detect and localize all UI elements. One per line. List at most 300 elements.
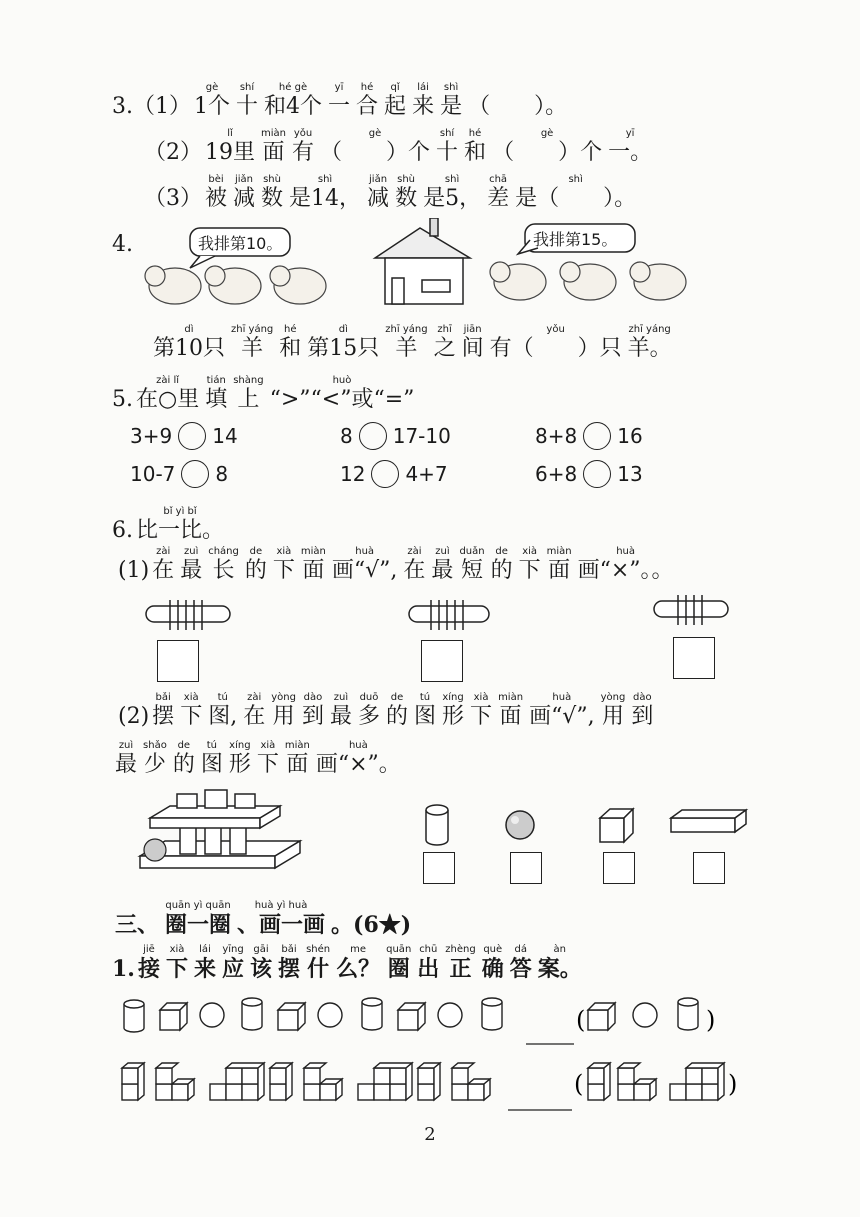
pinyin: shù: [263, 174, 281, 185]
pinyin: tú: [419, 692, 431, 703]
hanzi: 下: [470, 704, 493, 729]
hanzi: 的: [386, 704, 409, 729]
pinyin: yòng: [271, 692, 296, 703]
hanzi: 出: [417, 956, 440, 982]
hanzi: 。(6★): [331, 912, 412, 938]
hanzi: 减: [367, 186, 390, 211]
hanzi: 案。: [537, 956, 582, 982]
ruby-word: [194, 82, 230, 119]
hanzi: 数: [261, 186, 284, 211]
pinyin: zài lǐ: [156, 375, 180, 386]
hanzi: 圈: [387, 956, 410, 982]
ruby-word: [245, 546, 267, 583]
hanzi: 面: [286, 752, 309, 777]
ruby-word: [515, 174, 636, 211]
pinyin: xíng: [442, 692, 464, 703]
ruby-word: [233, 174, 255, 211]
hanzi: 1个: [194, 94, 230, 119]
ruby-word: [289, 174, 361, 211]
hanzi: 用: [272, 704, 295, 729]
hanzi: 下: [165, 956, 188, 982]
hanzi: 被: [205, 186, 228, 211]
hanzi: “>”“<”或“=”: [269, 387, 415, 412]
spring-rod-2: [405, 596, 495, 636]
hanzi: （ ）。: [468, 94, 568, 119]
hanzi: 起: [384, 94, 407, 119]
ruby-word: [395, 174, 417, 211]
hanzi: 和4个: [264, 94, 323, 119]
spring-rod-3: [650, 591, 735, 631]
hanzi: 是（ ）。: [515, 186, 637, 211]
ruby-word: [436, 128, 458, 165]
hanzi: 形: [228, 752, 251, 777]
hanzi: 下: [272, 558, 295, 583]
hanzi: 羊。: [627, 336, 672, 361]
ruby-word: [153, 324, 225, 361]
ruby-word: [442, 692, 464, 729]
pinyin: lái: [417, 82, 429, 93]
pinyin: zuì: [435, 546, 450, 557]
hanzi: 最: [180, 558, 203, 583]
hanzi: 是5，: [423, 186, 482, 211]
answer-box[interactable]: [510, 852, 542, 884]
hanzi: 间: [461, 336, 484, 361]
pinyin: huà yì huà: [254, 900, 308, 911]
pinyin: hé: [360, 82, 374, 93]
ruby-word: [279, 324, 301, 361]
answer-box[interactable]: [423, 852, 455, 884]
hanzi: 十: [436, 140, 459, 165]
ruby-word: [180, 546, 202, 583]
sphere-icon: [503, 808, 537, 842]
ruby-word: [136, 506, 224, 543]
q5-line: [112, 375, 417, 412]
ruby-word: [261, 128, 286, 165]
hanzi: 画“√”,: [529, 704, 595, 729]
ruby-word: [491, 546, 513, 583]
ruby-word: [459, 546, 484, 583]
hanzi: 正: [449, 956, 472, 982]
ruby-word: [445, 944, 475, 981]
pinyin: de: [177, 740, 191, 751]
hanzi: 差: [487, 186, 510, 211]
ruby-word: [356, 82, 378, 119]
ruby-word: [490, 324, 622, 361]
answer-box[interactable]: [693, 852, 725, 884]
ruby-word: [143, 740, 167, 777]
hanzi: 画“×”。。: [577, 558, 674, 583]
ruby-word: [330, 692, 352, 729]
ruby-word: [320, 128, 430, 165]
pinyin: jiān: [463, 324, 482, 335]
pinyin: zhī: [437, 324, 452, 335]
ruby-word: [414, 692, 436, 729]
hanzi: 和: [464, 140, 487, 165]
compare-2: 8 17-10: [340, 424, 451, 448]
hanzi: 图: [200, 752, 223, 777]
ruby-word: [278, 944, 300, 981]
text: 6.: [112, 518, 133, 543]
ruby-word: [578, 546, 674, 583]
ruby-word: [301, 546, 326, 583]
cuboid-icon: [668, 806, 750, 836]
ruby-word: [270, 375, 415, 412]
ruby-word: [316, 740, 401, 777]
ruby-word: [180, 692, 202, 729]
hanzi: 图: [414, 704, 437, 729]
ruby-word: [237, 900, 325, 937]
hanzi: 合: [356, 94, 379, 119]
pinyin: de: [495, 546, 508, 557]
section-3-title: [112, 900, 414, 937]
compare-circle[interactable]: [178, 422, 206, 450]
pinyin: quān yì quān: [165, 900, 231, 911]
ruby-word: [292, 128, 314, 165]
pinyin: shǎo: [143, 740, 167, 751]
pinyin: tián: [206, 375, 226, 386]
ruby-word: [205, 128, 255, 165]
ruby-word: [208, 546, 239, 583]
pinyin: zài: [156, 546, 171, 557]
hanzi: 羊: [241, 336, 264, 361]
ruby-word: [386, 692, 408, 729]
ruby-word: [229, 740, 251, 777]
compare-6: 6+8 13: [535, 462, 643, 486]
pinyin: shì: [444, 174, 460, 185]
hanzi: 什: [307, 956, 330, 982]
pinyin: zuì: [184, 546, 199, 557]
hanzi: 应: [222, 956, 245, 982]
pinyin: dì: [338, 324, 348, 335]
pinyin: zhī yáng: [385, 324, 428, 335]
ruby-word: [231, 324, 273, 361]
pinyin: yīng: [222, 944, 244, 955]
q6-part1: [118, 546, 677, 583]
ruby-word: [547, 546, 572, 583]
pinyin: jiǎn: [235, 174, 254, 185]
pinyin: duǎn: [459, 546, 485, 557]
hanzi: 圈一圈: [165, 912, 232, 938]
hanzi: 面: [302, 558, 325, 583]
pinyin: yǒu: [293, 128, 313, 139]
pinyin: hé: [284, 324, 297, 335]
hanzi: 填: [205, 387, 228, 412]
ruby-word: [417, 944, 439, 981]
answer-box[interactable]: [157, 640, 199, 682]
hanzi: 确: [481, 956, 504, 982]
ruby-word: [332, 546, 398, 583]
pinyin: zài: [407, 546, 422, 557]
hanzi: 形: [442, 704, 465, 729]
ruby-word: [194, 944, 216, 981]
q4-number: 4.: [112, 232, 133, 257]
text: 5.: [112, 387, 133, 412]
pinyin: me: [350, 944, 367, 955]
hanzi: （ ）个: [320, 140, 431, 165]
hanzi: 在: [243, 704, 266, 729]
ruby-word: [250, 944, 272, 981]
ruby-word: [468, 82, 567, 119]
ruby-word: [529, 692, 595, 729]
compare-circle[interactable]: [583, 460, 611, 488]
ruby-word: [273, 546, 295, 583]
pinyin: yī: [625, 128, 635, 139]
ruby-word: [152, 692, 174, 729]
hanzi: 最: [329, 704, 352, 729]
ruby-word: [152, 546, 174, 583]
q4-line: [150, 324, 675, 361]
hanzi: 答: [509, 956, 532, 982]
pinyin: jiē: [143, 944, 155, 955]
hanzi: 少: [143, 752, 166, 777]
pinyin: yòng: [600, 692, 626, 703]
ruby-word: [233, 375, 263, 412]
q3-line2: [144, 128, 655, 165]
pinyin: xià: [473, 692, 489, 703]
pinyin: zhèng: [445, 944, 476, 955]
pinyin: tú: [206, 740, 217, 751]
hanzi: 画“×”。: [315, 752, 401, 777]
ruby-word: [358, 692, 380, 729]
ruby-word: [271, 692, 296, 729]
ruby-word: [470, 692, 492, 729]
hanzi: （ ）个: [492, 140, 603, 165]
hanzi: 第15只: [307, 336, 380, 361]
q6-part2b: [112, 740, 404, 777]
hanzi: 长: [212, 558, 235, 583]
pinyin: xià: [260, 740, 276, 751]
ruby-word: [498, 692, 523, 729]
ruby-word: [403, 546, 425, 583]
ruby-word: [464, 128, 486, 165]
ruby-word: [434, 324, 456, 361]
pinyin: zuì: [118, 740, 134, 751]
text: （1）: [133, 94, 191, 119]
text: (2): [118, 704, 150, 729]
hanzi: 面: [499, 704, 522, 729]
ruby-word: [136, 375, 199, 412]
hanzi: 用: [601, 704, 624, 729]
hanzi: 羊: [395, 336, 418, 361]
ruby-word: [631, 692, 653, 729]
text: （2）: [144, 140, 202, 165]
pinyin: gāi: [253, 944, 269, 955]
spring-rod-1: [140, 596, 240, 636]
pinyin: xià: [522, 546, 538, 557]
pinyin: shì: [317, 174, 333, 185]
ruby-word: [222, 944, 244, 981]
pinyin: zài: [247, 692, 262, 703]
compare-4: 10-7 8: [130, 462, 229, 486]
hanzi: 么？: [336, 956, 381, 982]
pinyin: qǐ: [390, 82, 400, 93]
ruby-word: [608, 128, 652, 165]
shape-sequence-1: [116, 990, 736, 1050]
ruby-word: [492, 128, 602, 165]
hanzi: 数: [395, 186, 418, 211]
ruby-word: [115, 900, 159, 937]
svg-text:(: (: [574, 1070, 584, 1098]
pinyin: xíng: [229, 740, 251, 751]
hanzi: 一。: [608, 140, 653, 165]
text: 1.: [112, 956, 135, 982]
hanzi: 十: [236, 94, 259, 119]
ruby-word: [208, 692, 237, 729]
ruby-word: [384, 82, 406, 119]
ruby-word: [423, 174, 481, 211]
hanzi: 是: [440, 94, 463, 119]
ruby-word: [302, 692, 324, 729]
pinyin: àn: [553, 944, 566, 955]
block-structure: [135, 786, 305, 891]
sheep-icon: [145, 266, 326, 304]
compare-5: 12 4+7: [340, 462, 448, 486]
pinyin: yǒu: [546, 324, 565, 335]
ruby-word: [205, 375, 227, 412]
compare-3: 8+8 16: [535, 424, 643, 448]
pinyin: miàn: [261, 128, 286, 139]
hanzi: 图,: [208, 704, 238, 729]
bubble-right-text: 我排第15。: [533, 230, 618, 249]
hanzi: 和: [279, 336, 302, 361]
ruby-word: [487, 174, 509, 211]
q6-title: [112, 506, 227, 543]
ruby-word: [243, 692, 265, 729]
hanzi: 上: [237, 387, 260, 412]
hanzi: 一: [328, 94, 351, 119]
pinyin: shén: [306, 944, 331, 955]
hanzi: 最: [115, 752, 138, 777]
pinyin: zhī yáng: [231, 324, 274, 335]
cube-icon: [597, 806, 635, 844]
ruby-word: [166, 944, 188, 981]
hanzi: 面: [262, 140, 285, 165]
hanzi: 比一比。: [136, 518, 225, 543]
text: 3.: [112, 94, 133, 119]
ruby-word: [201, 740, 223, 777]
hanzi: 来: [194, 956, 217, 982]
pinyin: hé gè: [278, 82, 308, 93]
hanzi: 之: [433, 336, 456, 361]
ruby-word: [482, 944, 504, 981]
svg-text:): ): [706, 1006, 716, 1034]
pinyin: dào: [633, 692, 652, 703]
compare-circle[interactable]: [371, 460, 399, 488]
pinyin: duō: [359, 692, 379, 703]
hanzi: 短: [461, 558, 484, 583]
compare-1: 3+9 14: [130, 424, 238, 448]
pinyin: chā: [489, 174, 508, 185]
pinyin: zhī yáng: [628, 324, 671, 335]
answer-box[interactable]: [673, 637, 715, 679]
pinyin: miàn: [498, 692, 524, 703]
compare-circle[interactable]: [359, 422, 387, 450]
hanzi: 下: [180, 704, 203, 729]
ruby-word: [538, 944, 582, 981]
pinyin: bǐ yì bǐ: [163, 506, 197, 517]
pinyin: xià: [183, 692, 199, 703]
pinyin: miàn: [300, 546, 326, 557]
pinyin: chū: [419, 944, 438, 955]
hanzi: 是14，: [289, 186, 362, 211]
pinyin: de: [390, 692, 404, 703]
ruby-word: [386, 944, 411, 981]
pinyin: de: [249, 546, 263, 557]
ruby-word: [115, 740, 137, 777]
ruby-word: [138, 944, 160, 981]
ruby-word: [519, 546, 541, 583]
pinyin: huà: [355, 546, 375, 557]
hanzi: 画“√”,: [331, 558, 398, 583]
hanzi: 的: [244, 558, 267, 583]
hanzi: 摆: [152, 704, 175, 729]
hanzi: 来: [412, 94, 435, 119]
ruby-word: [257, 740, 279, 777]
pinyin: zuì: [333, 692, 349, 703]
pinyin: shì: [443, 82, 459, 93]
pinyin: què: [483, 944, 503, 955]
compare-circle[interactable]: [583, 422, 611, 450]
hanzi: 在○里: [136, 387, 200, 412]
hanzi: 下: [518, 558, 541, 583]
ruby-word: [431, 546, 453, 583]
ruby-word: [601, 692, 626, 729]
ruby-word: [261, 174, 283, 211]
hanzi: 、画一画: [237, 912, 326, 938]
hanzi: 到: [301, 704, 324, 729]
house-icon: [375, 218, 470, 304]
hanzi: 多: [357, 704, 380, 729]
hanzi: 三、: [115, 912, 160, 938]
pinyin: huà: [616, 546, 635, 557]
ruby-word: [328, 82, 350, 119]
compare-circle[interactable]: [181, 460, 209, 488]
pinyin: jiǎn: [369, 174, 388, 185]
pinyin: shì: [568, 174, 583, 185]
pinyin: huà: [348, 740, 368, 751]
bubble-left-text: 我排第10。: [198, 234, 283, 253]
ruby-word: [285, 740, 310, 777]
hanzi: 有: [292, 140, 315, 165]
s3-q1-line: [112, 944, 585, 981]
answer-box[interactable]: [421, 640, 463, 682]
hanzi: 在: [152, 558, 175, 583]
answer-box[interactable]: [603, 852, 635, 884]
pinyin: cháng: [208, 546, 239, 557]
hanzi: 19里: [205, 140, 255, 165]
pinyin: bǎi: [155, 692, 171, 703]
pinyin: gè: [205, 82, 219, 93]
ruby-word: [306, 944, 330, 981]
hanzi: 该: [250, 956, 273, 982]
ruby-word: [165, 900, 231, 937]
ruby-word: [173, 740, 195, 777]
hanzi: 下: [256, 752, 279, 777]
text: （3）: [144, 186, 202, 211]
pinyin: shàng: [233, 375, 264, 386]
shape-sequence-2: [116, 1052, 756, 1114]
cylinder-icon: [422, 804, 452, 848]
pinyin: lǐ: [227, 128, 233, 139]
hanzi: 减: [233, 186, 256, 211]
page-number: 2: [424, 1124, 436, 1145]
hanzi: 摆: [278, 956, 301, 982]
q3-line1: [112, 82, 570, 119]
pinyin: yī: [334, 82, 344, 93]
svg-text:(: (: [576, 1006, 586, 1034]
text: (1): [118, 558, 150, 583]
pinyin: bǎi: [281, 944, 297, 955]
